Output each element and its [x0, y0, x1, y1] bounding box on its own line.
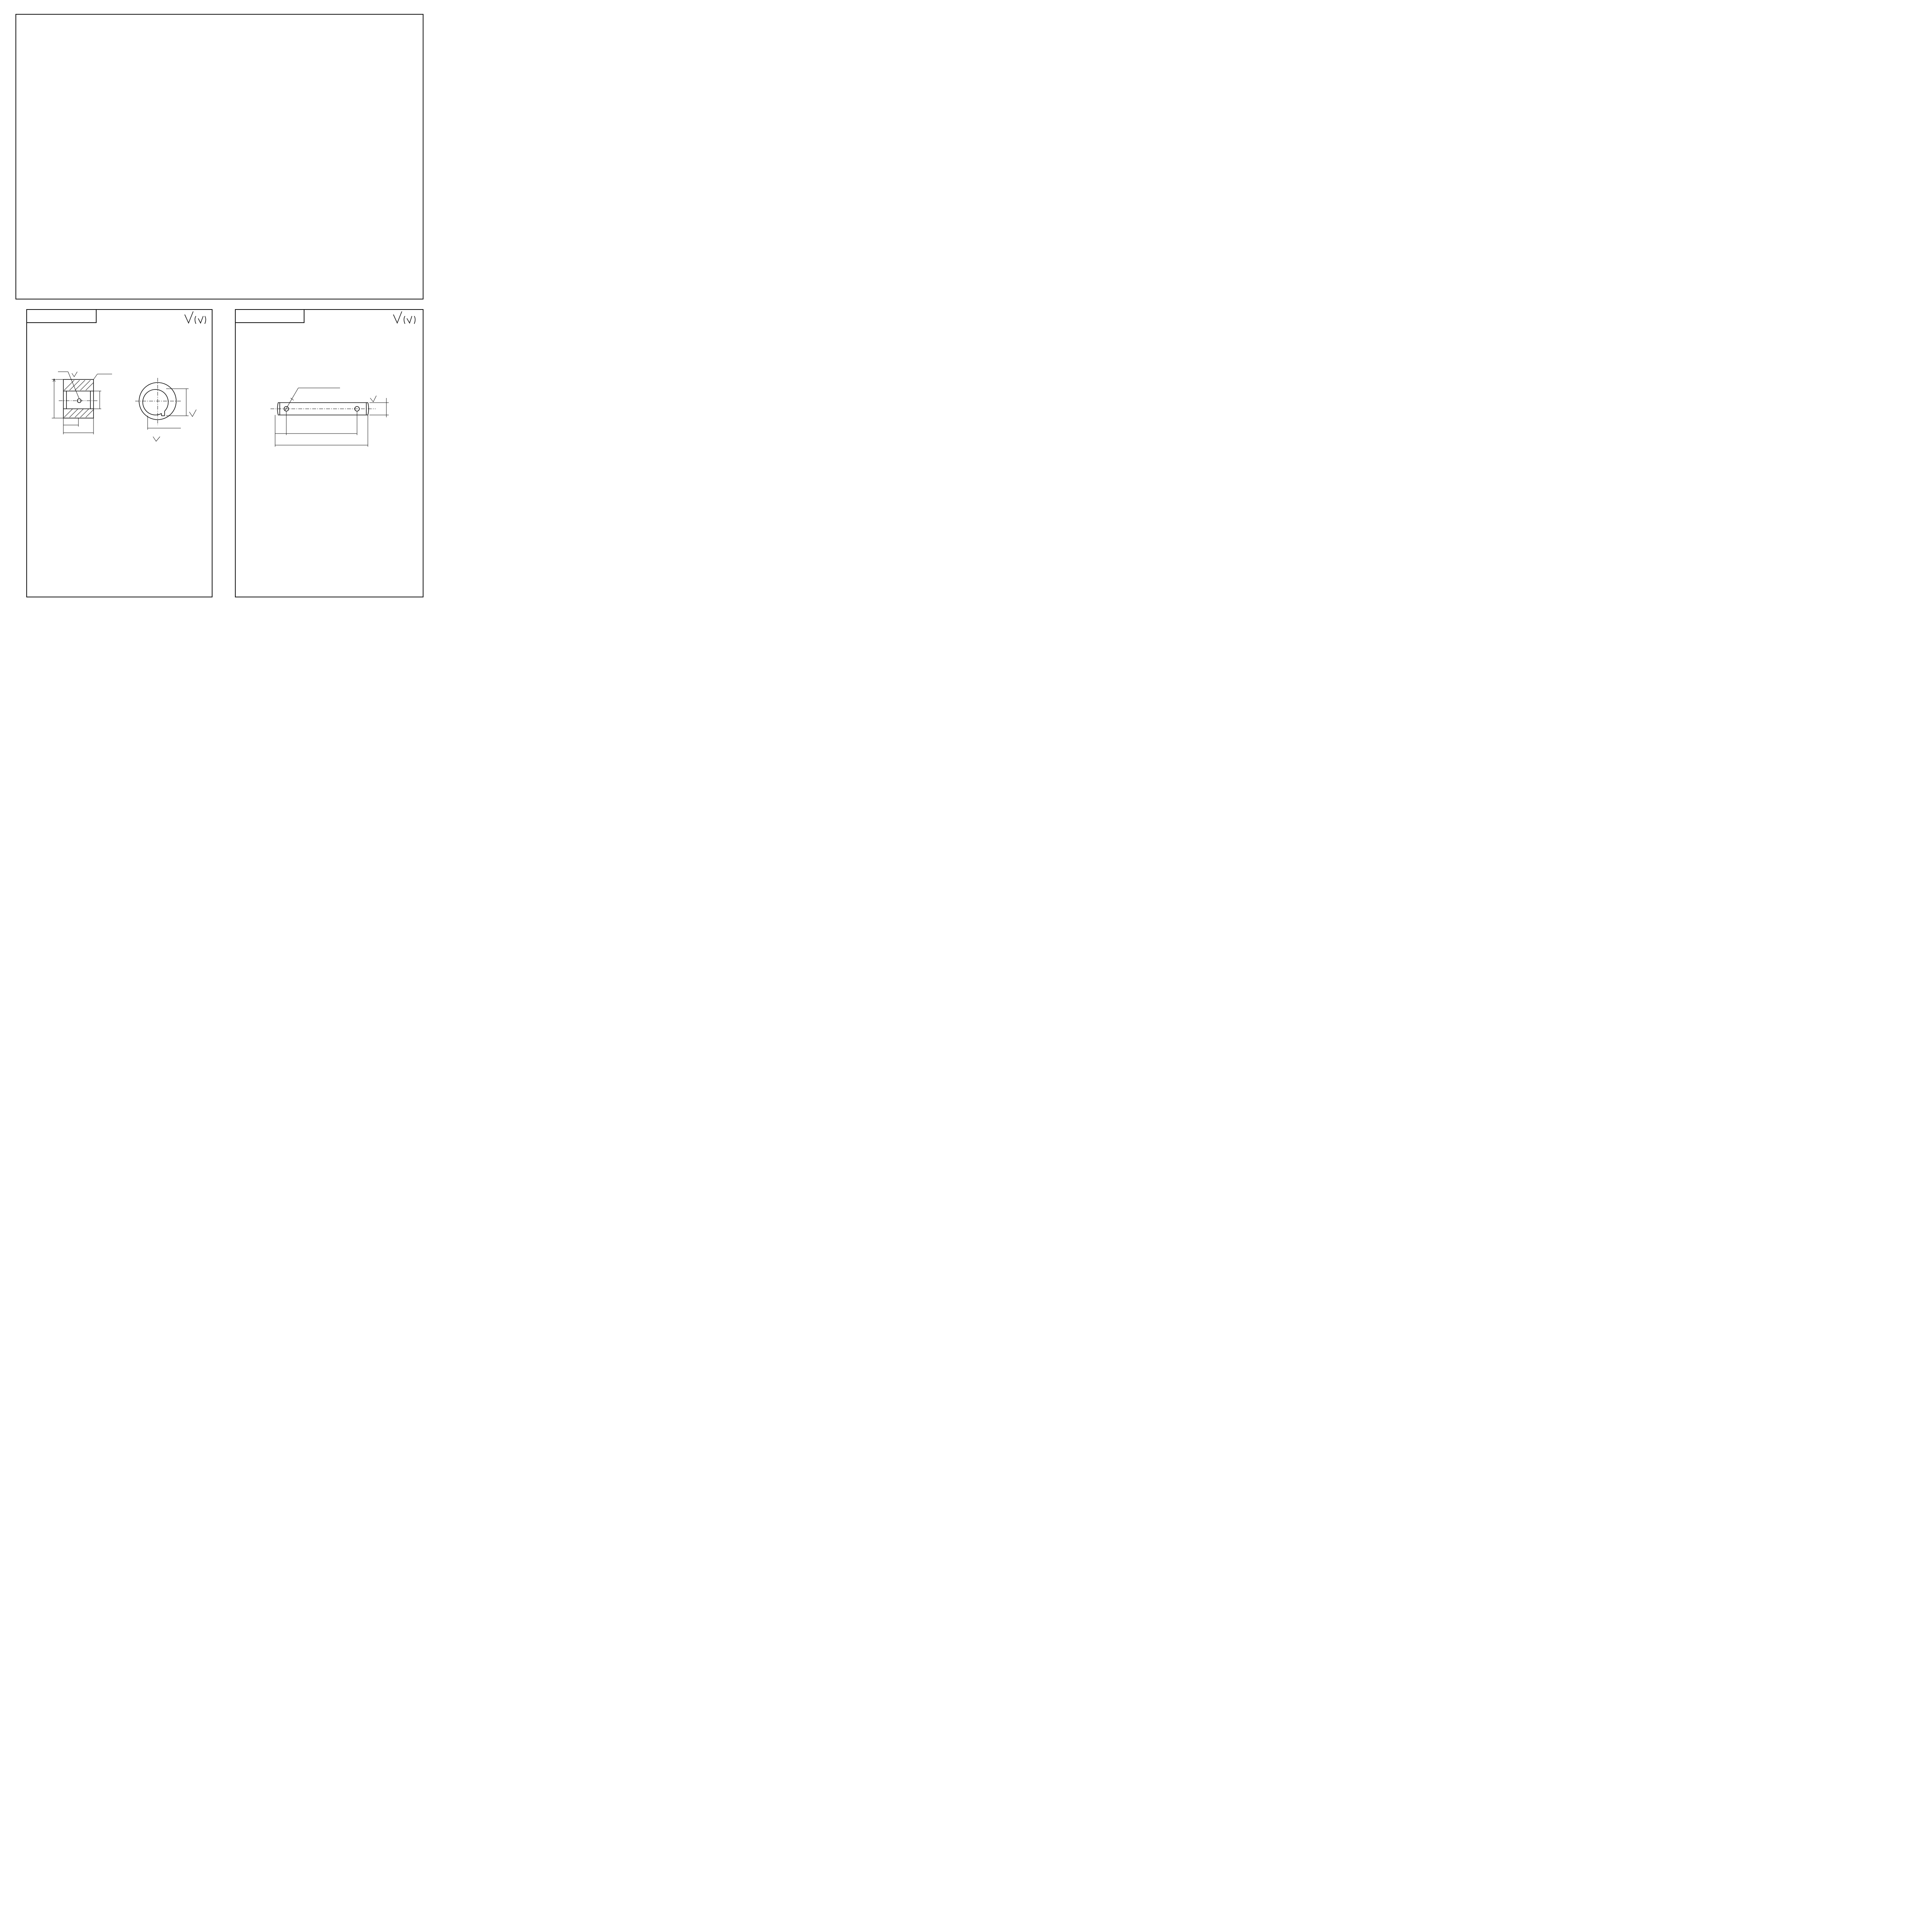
axle-dimensions: [275, 388, 389, 447]
right-drawing: [0, 0, 430, 603]
right-roughness-sign: [393, 311, 415, 324]
